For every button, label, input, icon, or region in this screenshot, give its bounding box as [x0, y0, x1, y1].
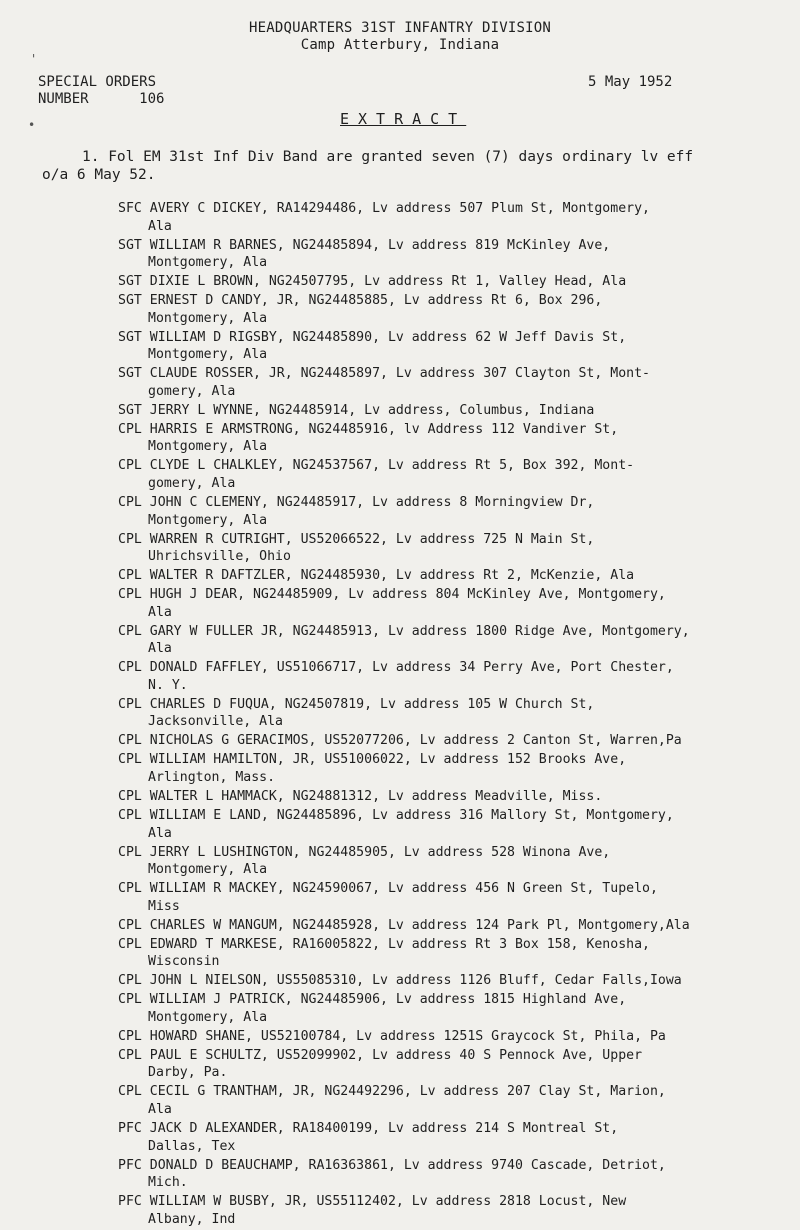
roster-entry-line-2: Jacksonville, Ala	[148, 714, 283, 730]
roster-entry	[118, 329, 788, 364]
roster-entry	[118, 586, 788, 621]
orders-line-1: SPECIAL ORDERS	[38, 74, 157, 90]
roster-entry-line-2: Ala	[148, 641, 172, 657]
roster-entry	[118, 421, 788, 456]
roster-entry	[118, 991, 788, 1026]
roster-entry-line-2: Montgomery, Ala	[148, 512, 268, 528]
roster-entry	[118, 457, 788, 492]
roster-entry-line-1: CPL CHARLES W MANGUM, NG24485928, Lv address 124 Park Pl, Montgomery,Ala	[118, 917, 690, 933]
roster-entry-line-2: Montgomery, Ala	[148, 347, 268, 363]
roster-entry	[118, 1157, 788, 1192]
roster-entry-line-1: SGT WILLIAM R BARNES, NG24485894, Lv address 819 McKinley Ave,	[118, 237, 611, 253]
roster-entry-line-1: CPL CLYDE L CHALKLEY, NG24537567, Lv address Rt 5, Box 392, Mont-	[118, 458, 635, 474]
roster-entry-line-1: CPL HARRIS E ARMSTRONG, NG24485916, lv Address 112 Vandiver St,	[118, 421, 619, 437]
roster-entry-line-2: Ala	[148, 604, 172, 620]
roster-entry-line-1: CPL WALTER R DAFTZLER, NG24485930, Lv address Rt 2, McKenzie, Ala	[118, 568, 635, 584]
roster-entry	[118, 531, 788, 566]
roster-entry-line-2: Mich.	[148, 1175, 188, 1191]
roster-entry-line-2: Uhrichsville, Ohio	[148, 549, 291, 565]
header-line-1: HEADQUARTERS 31ST INFANTRY DIVISION	[248, 20, 551, 36]
roster-entry-line-1: CPL WILLIAM E LAND, NG24485896, Lv address 316 Mallory St, Montgomery,	[118, 808, 674, 824]
roster-entry-line-2: Montgomery, Ala	[148, 862, 268, 878]
roster-entry	[118, 1193, 788, 1228]
roster-entry	[118, 732, 788, 750]
roster-entry-line-1: CPL EDWARD T MARKESE, RA16005822, Lv address Rt 3 Box 158, Kenosha,	[118, 936, 650, 952]
roster-entry	[118, 623, 788, 658]
roster-entry	[118, 807, 788, 842]
roster-entry	[118, 751, 788, 786]
paragraph-text-line-1: Fol EM 31st Inf Div Band are granted seven (7) days ordinary lv eff	[108, 149, 694, 165]
roster-entry-line-1: CPL JOHN L NIELSON, US55085310, Lv address 1126 Bluff, Cedar Falls,Iowa	[118, 973, 682, 989]
roster-entry-line-1: SGT DIXIE L BROWN, NG24507795, Lv address Rt 1, Valley Head, Ala	[118, 274, 627, 290]
roster-entry-line-1: CPL WILLIAM J PATRICK, NG24485906, Lv address 1815 Highland Ave,	[118, 992, 627, 1008]
roster-entry-line-2: Montgomery, Ala	[148, 439, 268, 455]
roster-entry	[118, 1028, 788, 1046]
roster-entry-line-1: SGT ERNEST D CANDY, JR, NG24485885, Lv address Rt 6, Box 296,	[118, 293, 603, 309]
roster-entry-line-1: SGT WILLIAM D RIGSBY, NG24485890, Lv address 62 W Jeff Davis St,	[118, 329, 627, 345]
paragraph-text-line-2: o/a 6 May 52.	[42, 167, 156, 183]
scan-speck: •	[28, 118, 36, 132]
roster-entry-line-2: Montgomery, Ala	[148, 255, 268, 271]
roster-entry	[118, 880, 788, 915]
paragraph-number: 1.	[82, 149, 100, 165]
roster-entry	[118, 200, 788, 235]
roster-entry-line-1: CPL JOHN C CLEMENY, NG24485917, Lv address 8 Morningview Dr,	[118, 495, 595, 511]
roster-entry-line-1: CPL CECIL G TRANTHAM, JR, NG24492296, Lv address 207 Clay St, Marion,	[118, 1084, 666, 1100]
roster-entry	[118, 659, 788, 694]
roster-entry	[118, 1120, 788, 1155]
roster-entry-line-2: Dallas, Tex	[148, 1138, 236, 1154]
roster-entry	[118, 936, 788, 971]
orders-line-2: NUMBER 106	[38, 91, 165, 107]
roster-entry-line-1: CPL PAUL E SCHULTZ, US52099902, Lv address 40 S Pennock Ave, Upper	[118, 1047, 643, 1063]
roster-entry-line-1: CPL GARY W FULLER JR, NG24485913, Lv address 1800 Ridge Ave, Montgomery,	[118, 623, 690, 639]
roster-entry	[118, 1047, 788, 1082]
roster-entry	[118, 402, 788, 420]
roster-entry	[118, 365, 788, 400]
roster-entry-line-1: CPL CHARLES D FUQUA, NG24507819, Lv address 105 W Church St,	[118, 696, 595, 712]
extract-title: EXTRACT	[340, 110, 467, 128]
roster-entry	[118, 273, 788, 291]
roster-entry-line-2: Albany, Ind	[148, 1211, 236, 1227]
order-date: 5 May 1952	[588, 74, 673, 90]
header-line-2: Camp Atterbury, Indiana	[300, 37, 500, 53]
scan-speck: '	[30, 52, 38, 66]
roster-entry	[118, 1083, 788, 1118]
roster-entry-line-1: SFC AVERY C DICKEY, RA14294486, Lv address 507 Plum St, Montgomery,	[118, 201, 650, 216]
roster-entry-line-1: CPL WILLIAM HAMILTON, JR, US51006022, Lv address 152 Brooks Ave,	[118, 752, 627, 768]
roster-entry-line-2: Montgomery, Ala	[148, 310, 268, 326]
roster-entry-line-1: CPL HUGH J DEAR, NG24485909, Lv address 804 McKinley Ave, Montgomery,	[118, 587, 666, 603]
roster-entry-line-2: Ala	[148, 825, 172, 841]
roster-entry-line-1: SGT JERRY L WYNNE, NG24485914, Lv address, Columbus, Indiana	[118, 402, 595, 418]
roster-entry-line-1: CPL JERRY L LUSHINGTON, NG24485905, Lv address 528 Winona Ave,	[118, 844, 611, 860]
roster-entry-line-2: Ala	[148, 218, 172, 234]
roster-entry	[118, 917, 788, 935]
roster-entry-line-1: CPL WILLIAM R MACKEY, NG24590067, Lv address 456 N Green St, Tupelo,	[118, 881, 658, 897]
roster-entry	[118, 237, 788, 272]
roster-entry-line-2: Darby, Pa.	[148, 1065, 228, 1081]
roster-entry-line-1: CPL HOWARD SHANE, US52100784, Lv address 1251S Graycock St, Phila, Pa	[118, 1028, 666, 1044]
roster-entry-line-1: CPL WARREN R CUTRIGHT, US52066522, Lv address 725 N Main St,	[118, 531, 595, 547]
roster-entry-line-2: Montgomery, Ala	[148, 1009, 268, 1025]
roster-entry-line-1: PFC DONALD D BEAUCHAMP, RA16363861, Lv address 9740 Cascade, Detriot,	[118, 1157, 666, 1173]
roster-entry	[118, 494, 788, 529]
roster-entry-line-2: Miss	[148, 898, 180, 914]
roster-entry	[118, 972, 788, 990]
roster-entry-line-2: gomery, Ala	[148, 383, 236, 399]
roster-entry-line-2: gomery, Ala	[148, 476, 236, 492]
roster-entry-line-2: Wisconsin	[148, 954, 220, 970]
roster-entry-line-1: CPL NICHOLAS G GERACIMOS, US52077206, Lv address 2 Canton St, Warren,Pa	[118, 733, 682, 749]
roster-entry	[118, 696, 788, 731]
personnel-roster	[118, 200, 788, 1230]
paragraph-1	[42, 148, 762, 184]
roster-entry-line-2: Ala	[148, 1102, 172, 1118]
roster-entry-line-1: PFC JACK D ALEXANDER, RA18400199, Lv address 214 S Montreal St,	[118, 1121, 619, 1137]
roster-entry-line-1: CPL DONALD FAFFLEY, US51066717, Lv address 34 Perry Ave, Port Chester,	[118, 660, 674, 676]
roster-entry-line-2: N. Y.	[148, 677, 188, 693]
roster-entry	[118, 788, 788, 806]
roster-entry-line-1: CPL WALTER L HAMMACK, NG24881312, Lv address Meadville, Miss.	[118, 789, 603, 805]
roster-entry	[118, 292, 788, 327]
roster-entry-line-1: PFC WILLIAM W BUSBY, JR, US55112402, Lv address 2818 Locust, New	[118, 1194, 627, 1210]
roster-entry	[118, 844, 788, 879]
roster-entry	[118, 567, 788, 585]
roster-entry-line-2: Arlington, Mass.	[148, 770, 276, 786]
roster-entry-line-1: SGT CLAUDE ROSSER, JR, NG24485897, Lv address 307 Clayton St, Mont-	[118, 366, 650, 382]
